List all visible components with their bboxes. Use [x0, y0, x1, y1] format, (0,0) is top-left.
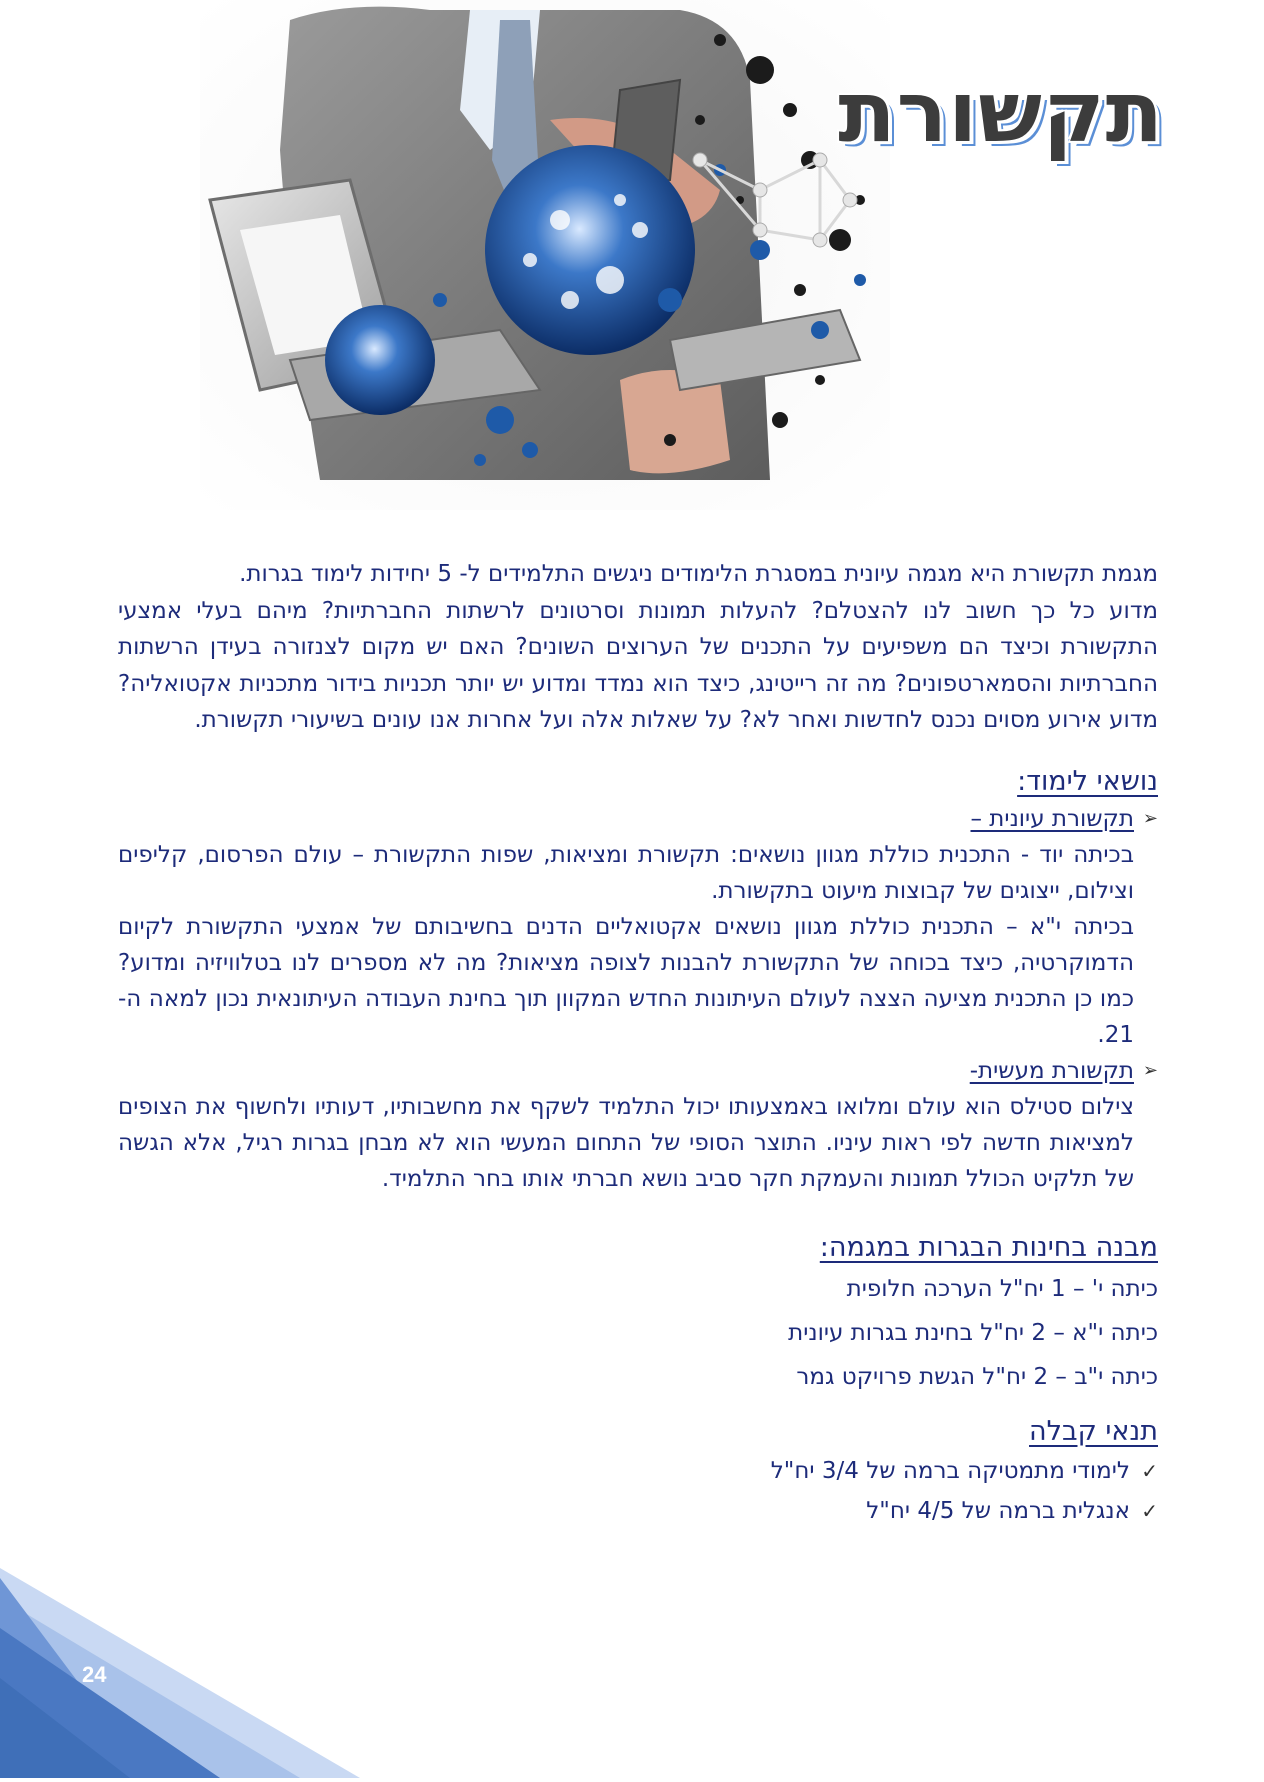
hero-image [200, 0, 890, 510]
topic-label: תקשורת עיונית – [970, 805, 1134, 832]
topic-paragraph: בכיתה י"א – התכנית כוללת מגוון נושאים אקטואליים הדנים בחשיבותם של אמצעי התקשורת לקיום הדמוקרטיה, כיצד בכוחה של התקשורת להבנות לצופה מציאות? מה לא מספרים לנו בטלוויזיה ומדוע? כמו כן התכנית מציעה הצצה לעולם העיתונות החדש המקוון תוך בחינת העבודה העיתונאית נכון למאה ה- 21. [118, 913, 1134, 1048]
intro-paragraph: מדוע כל כך חשוב לנו להצטלם? להעלות תמונות וסרטונים לרשתות החברתיות? מיהם בעלי אמצעי התקשורת וכיצד הם משפיעים על התכנים של הערוצים השונים? האם יש מקום לצנזורה בעידן הרשתות החברתיות והסמארטפונים? מה זה רייטינג, כיצד הוא נמדד ומדוע יש יותר תכניות בידור מתכניות אקטואליה? מדוע אירוע מסוים נכנס לחדשות ואחר לא? על שאלות אלה ועל אחרות אנו עונים בשיעורי תקשורת. [118, 597, 1158, 733]
requirements-heading: תנאי קבלה [1029, 1415, 1158, 1447]
requirement-text: לימודי מתמטיקה ברמה של 3/4 יח"ל [770, 1457, 1130, 1484]
requirement-item [118, 1451, 1158, 1491]
structure-list [118, 1267, 1158, 1399]
structure-item: כיתה י"א – 2 יח"ל בחינת בגרות עיונית [788, 1319, 1158, 1346]
intro-text [118, 556, 1158, 739]
structure-heading: מבנה בחינות הבגרות במגמה: [819, 1231, 1158, 1263]
topic-item [118, 801, 1158, 1053]
check-icon: ✓ [1141, 1498, 1158, 1523]
intro-paragraph: מגמת תקשורת היא מגמה עיונית במסגרת הלימודים ניגשים התלמידים ל- 5 יחידות לימוד בגרות. [239, 561, 1158, 587]
corner-decoration [0, 1558, 360, 1778]
arrow-bullet-icon: ➢ [1142, 807, 1158, 829]
check-icon: ✓ [1141, 1458, 1158, 1483]
structure-item: כיתה י"ב – 2 יח"ל הגשת פרויקט גמר [796, 1363, 1158, 1390]
page-title: תקשורת [838, 63, 1164, 161]
topics-heading: נושאי לימוד: [1017, 765, 1158, 797]
requirements-list [118, 1451, 1158, 1531]
topic-label: תקשורת מעשית- [969, 1057, 1134, 1084]
topic-paragraph: בכיתה יוד - התכנית כוללת מגוון נושאים: תקשורת ומציאות, שפות התקשורת – עולם הפרסום, קליפים וצילום, ייצוגים של קבוצות מיעוט בתקשורת. [118, 841, 1134, 904]
arrow-bullet-icon: ➢ [1142, 1059, 1158, 1081]
topics-list [118, 801, 1158, 1197]
topic-paragraph: צילום סטילס הוא עולם ומלואו באמצעותו יכול התלמיד לשקף את מחשבותיו, דעותיו ולחשוף את הצופים למציאות חדשה לפי ראות עיניו. התוצר הסופי של התחום המעשי הוא לא מבחן בגרות רגיל, אלא הגשה של תלקיט הכולל תמונות והעמקת חקר סביב נושא חברתי אותו בחר התלמיד. [118, 1093, 1134, 1192]
page-number: 24 [82, 1662, 107, 1687]
requirement-item [118, 1491, 1158, 1531]
main-content [118, 556, 1158, 1531]
topic-item [118, 1053, 1158, 1197]
structure-item: כיתה י' – 1 יח"ל הערכה חלופית [846, 1275, 1158, 1302]
requirement-text: אנגלית ברמה של 4/5 יח"ל [866, 1497, 1130, 1524]
